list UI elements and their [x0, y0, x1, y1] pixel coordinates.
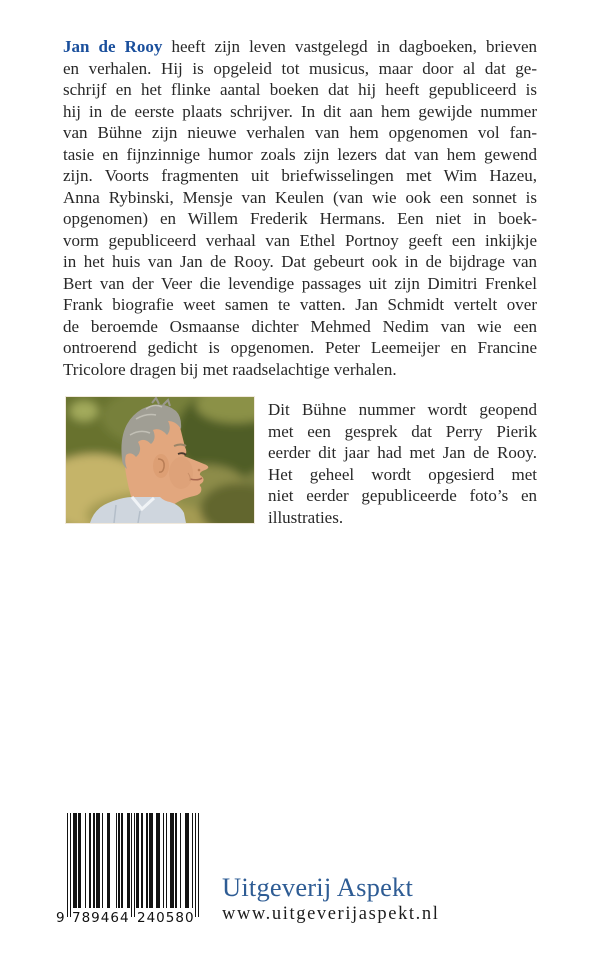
- barcode-bar: [170, 813, 174, 908]
- barcode-bar: [156, 813, 160, 908]
- barcode-bar: [78, 813, 81, 908]
- barcode-bar: [198, 813, 199, 917]
- barcode-bar: [185, 813, 189, 908]
- text-line: schrijf en het flinke aantal boeken dat hij heeft gepubliceerd is: [63, 80, 537, 99]
- barcode-bar: [85, 813, 86, 908]
- text-line: met een gesprek dat Perry Pierik: [268, 421, 537, 441]
- photo-side-paragraph: [268, 399, 537, 528]
- barcode-digit-mid: 789464: [72, 910, 130, 926]
- text-line: zijn. Voorts fragmenten uit briefwisselingen met Wim Hazeu,: [63, 166, 537, 185]
- text-line-first: [63, 36, 537, 58]
- barcode-digit-left: 9: [56, 910, 66, 926]
- barcode-bar: [134, 813, 135, 917]
- barcode-bar: [73, 813, 77, 908]
- barcode-bar: [146, 813, 147, 908]
- barcode-bar: [141, 813, 144, 908]
- barcode-bar: [89, 813, 90, 908]
- intro-paragraph: [63, 36, 537, 380]
- author-photo: [65, 396, 255, 524]
- text-line: opgenomen) en Willem Frederik Hermans. Een niet in boek-: [63, 209, 537, 228]
- author-name-lead: Jan de Rooy: [63, 37, 163, 56]
- barcode-bars: [67, 813, 199, 917]
- text-line: en verhalen. Hij is opgeleid tot musicus, maar door al dat ge-: [63, 58, 537, 78]
- barcode-bar: [195, 813, 196, 917]
- text-line: illustraties.: [268, 507, 344, 527]
- text-line: in het huis van Jan de Rooy. Dat gebeurt ook in de bijdrage van: [63, 252, 537, 271]
- barcode-bar: [192, 813, 193, 908]
- barcode-bar: [166, 813, 167, 908]
- text-line: tasie en fijnzinnige humor zoals zijn lezers dat van hem gewend: [63, 144, 537, 164]
- text-line: vorm gepubliceerd verhaal van Ethel Portnoy geeft een inkijkje: [63, 230, 537, 250]
- text-line: Tricolore dragen bij met raadselachtige verhalen.: [63, 359, 397, 379]
- barcode-bar: [121, 813, 122, 908]
- barcode-bar: [136, 813, 139, 908]
- text-line: niet eerder gepubliceerde foto’s en: [268, 486, 537, 505]
- barcode-bar: [127, 813, 130, 908]
- barcode-bar: [163, 813, 164, 908]
- text-line: van Bühne zijn nieuwe verhalen van hem opgenomen vol fan-: [63, 123, 537, 142]
- isbn-barcode: [56, 813, 202, 928]
- text-line: de beroemde Osmaanse dichter Mehmed Nedim van wie een: [63, 316, 537, 336]
- author-photo-illustration: [66, 397, 254, 523]
- text-line-rest: heeft zijn leven vastgelegd in dagboeken, brieven: [162, 37, 537, 56]
- text-line: hij in de eerste plaats schrijver. In dit aan hem gewijde nummer: [63, 101, 537, 121]
- publisher-website: www.uitgeverijaspekt.nl: [222, 904, 440, 924]
- text-line: Bert van der Veer die levendige passages uit zijn Dimitri Frenkel: [63, 273, 537, 293]
- barcode-bar: [180, 813, 181, 908]
- barcode-bar: [96, 813, 100, 908]
- barcode-bar: [93, 813, 94, 908]
- barcode-bar: [118, 813, 119, 908]
- text-line: ontroerend gedicht is opgenomen. Peter Leemeijer en Francine: [63, 338, 537, 357]
- text-line: Dit Bühne nummer wordt geopend: [268, 400, 537, 419]
- text-line: Anna Rybinski, Mensje van Keulen (van wie ook een sonnet is: [63, 187, 537, 207]
- barcode-bar: [149, 813, 153, 908]
- barcode-bar: [70, 813, 71, 917]
- photo-side-paragraph-lines: [268, 399, 537, 528]
- text-line: eerder dit jaar had met Jan de Rooy.: [268, 443, 537, 462]
- barcode-bar: [175, 813, 176, 908]
- barcode-bar: [67, 813, 68, 917]
- barcode-bar: [131, 813, 132, 917]
- publisher-name: Uitgeverij Aspekt: [222, 872, 414, 902]
- barcode-bar: [102, 813, 103, 908]
- text-line: Het geheel wordt opgesierd met: [268, 464, 537, 484]
- barcode-bar: [107, 813, 110, 908]
- intro-paragraph-lines: [63, 58, 537, 381]
- text-line: Frank biografie weet samen te vatten. Jan Schmidt vertelt over: [63, 295, 537, 314]
- barcode-digit-right: 240580: [137, 910, 195, 926]
- barcode-bar: [116, 813, 117, 908]
